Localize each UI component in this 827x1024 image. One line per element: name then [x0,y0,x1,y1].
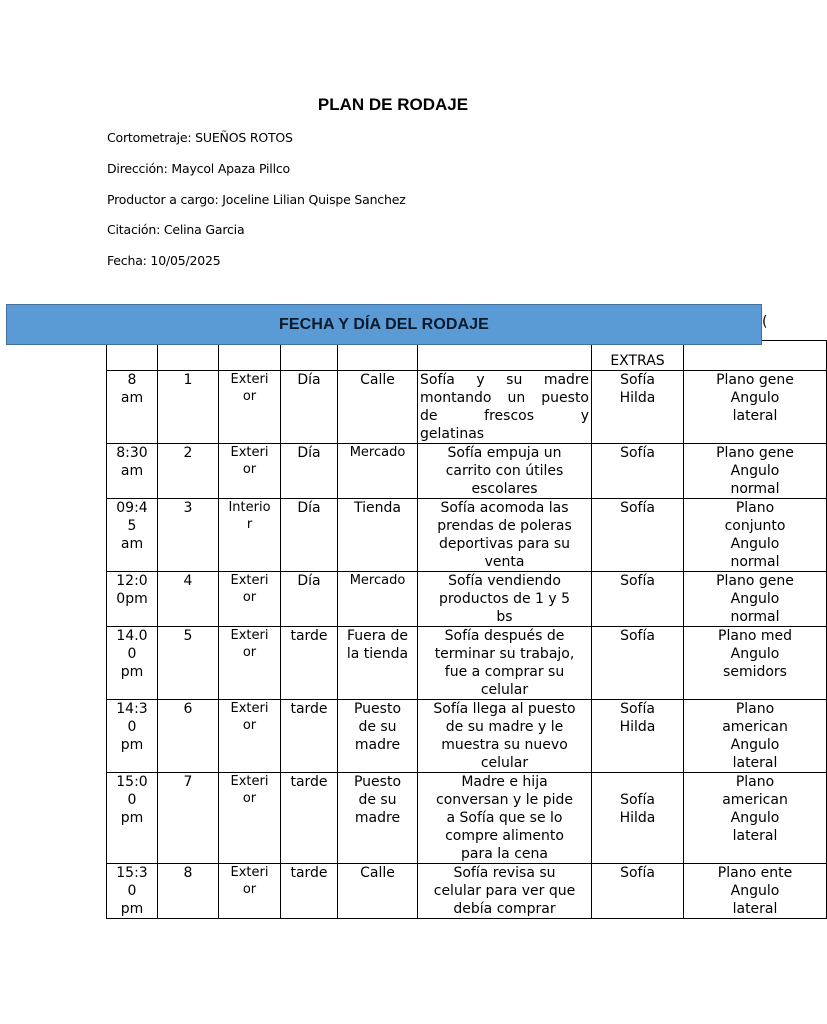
cell-hora: 15:0 0 pm [107,773,158,864]
cell-hora: 09:4 5 am [107,499,158,572]
cell-int-ext: Exteri or [219,864,281,919]
cell-descripcion: Sofía empuja un carrito con útiles escolares [418,444,592,499]
cell-escena: 2 [158,444,219,499]
cell-actores: Sofía [592,444,684,499]
cell-descripcion: Sofía acomoda las prendas de poleras deportivas para su venta [418,499,592,572]
cell-locacion: Mercado [338,572,418,627]
cell-momento: Día [281,499,338,572]
cell-hora: 15:3 0 pm [107,864,158,919]
cell-momento: tarde [281,773,338,864]
cell-int-ext: Interio r [219,499,281,572]
cell-int-ext: Exteri or [219,700,281,773]
table-header-row [107,341,827,371]
cell-hora: 12:0 0pm [107,572,158,627]
cell-hora: 8:30 am [107,444,158,499]
cell-locacion: Fuera de la tienda [338,627,418,700]
cell-descripcion: Sofía revisa su celular para ver que debía comprar [418,864,592,919]
table-row [107,371,827,444]
cell-momento: Día [281,572,338,627]
cell-locacion: Puesto de su madre [338,700,418,773]
cell-actores: Sofía [592,499,684,572]
meta-citacion: Citación: Celina Garcia [107,222,245,237]
table-row [107,444,827,499]
page-title: PLAN DE RODAJE [317,95,469,114]
cell-int-ext: Exteri or [219,371,281,444]
cell-momento: Día [281,371,338,444]
section-banner [6,304,762,345]
cell-descripcion: Sofía después de terminar su trabajo, fue a comprar su celular [418,627,592,700]
cell-momento: tarde [281,700,338,773]
cell-escena: 7 [158,773,219,864]
cell-int-ext: Exteri or [219,444,281,499]
cell-hora: 14:3 0 pm [107,700,158,773]
cell-plano: Plano american Angulo lateral [684,700,827,773]
table-row [107,499,827,572]
cell-descripcion: Madre e hija conversan y le pide a Sofía que se lo compre alimento para la cena [418,773,592,864]
cell-momento: Día [281,444,338,499]
banner-edge-glyph: ( [762,314,768,330]
cell-hora: 8 am [107,371,158,444]
cell-escena: 1 [158,371,219,444]
cell-momento: tarde [281,627,338,700]
cell-plano: Plano med Angulo semidors [684,627,827,700]
table-row [107,864,827,919]
cell-escena: 3 [158,499,219,572]
cell-escena: 4 [158,572,219,627]
table-row [107,773,827,864]
cell-locacion: Tienda [338,499,418,572]
cell-escena: 5 [158,627,219,700]
table-row [107,627,827,700]
meta-direccion: Dirección: Maycol Apaza Pillco [107,161,290,176]
meta-fecha: Fecha: 10/05/2025 [107,253,221,268]
cell-actores: Sofía [592,627,684,700]
meta-cortometraje: Cortometraje: SUEÑOS ROTOS [107,130,293,145]
cell-int-ext: Exteri or [219,572,281,627]
cell-plano: Plano gene Angulo lateral [684,371,827,444]
cell-hora: 14.0 0 pm [107,627,158,700]
cell-descripcion: Sofía vendiendo productos de 1 y 5 bs [418,572,592,627]
cell-actores: Sofía [592,572,684,627]
cell-plano: Plano gene Angulo normal [684,572,827,627]
cell-locacion: Calle [338,864,418,919]
cell-plano: Plano conjunto Angulo normal [684,499,827,572]
cell-locacion: Puesto de su madre [338,773,418,864]
cell-plano: Plano ente Angulo lateral [684,864,827,919]
cell-actores: Sofía Hilda [592,700,684,773]
table-row [107,572,827,627]
cell-int-ext: Exteri or [219,627,281,700]
cell-escena: 6 [158,700,219,773]
cell-locacion: Calle [338,371,418,444]
section-banner-title: FECHA Y DÍA DEL RODAJE [279,315,489,333]
cell-actores: Sofía Hilda [592,773,684,864]
cell-plano: Plano american Angulo lateral [684,773,827,864]
header-extras: EXTRAS [592,341,684,371]
cell-descripcion: Sofía llega al puesto de su madre y le muestra su nuevo celular [418,700,592,773]
table-row [107,700,827,773]
schedule-table [106,340,827,919]
cell-plano: Plano gene Angulo normal [684,444,827,499]
cell-actores: Sofía [592,864,684,919]
cell-int-ext: Exteri or [219,773,281,864]
cell-momento: tarde [281,864,338,919]
cell-actores: Sofía Hilda [592,371,684,444]
cell-escena: 8 [158,864,219,919]
cell-locacion: Mercado [338,444,418,499]
meta-productor: Productor a cargo: Joceline Lilian Quispe Sanchez [107,192,406,207]
cell-descripcion: Sofía y su madre montando un puesto de frescos y gelatinas [418,371,592,444]
